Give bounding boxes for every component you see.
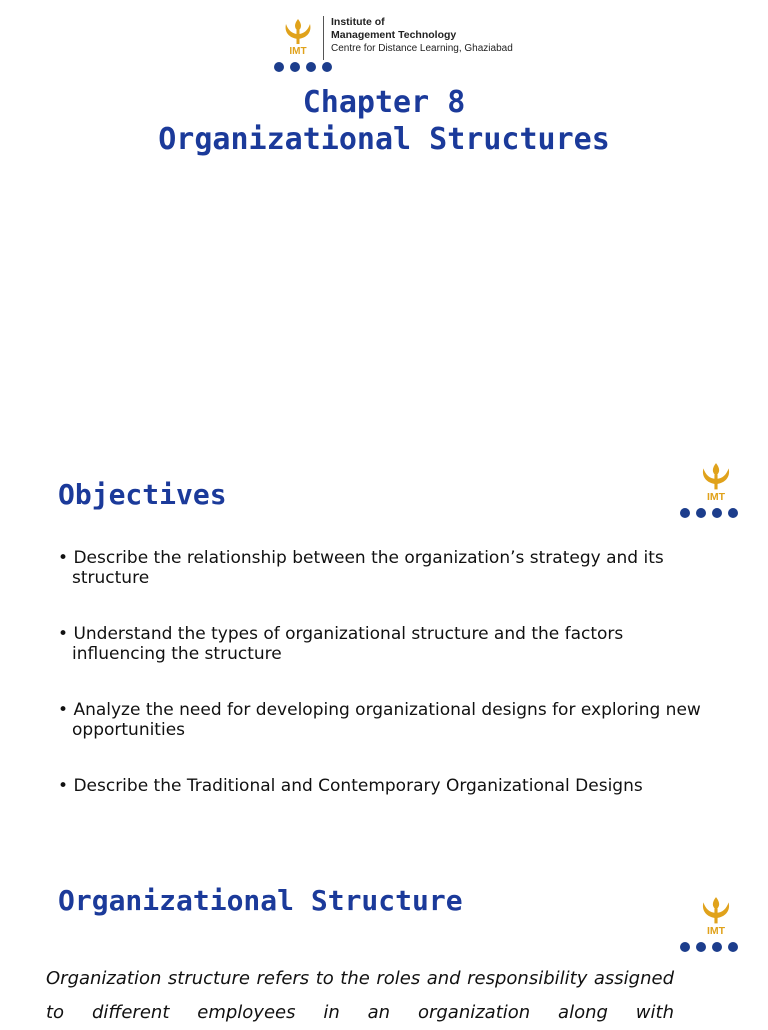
imt-emblem-icon (280, 16, 316, 56)
emblem-text: IMT (706, 490, 726, 502)
logo-dots (680, 508, 738, 518)
objective-item: • Analyze the need for developing organizational designs for exploring new opportunities (58, 700, 718, 740)
logo-dots (274, 62, 332, 72)
dot (728, 942, 738, 952)
dot (712, 508, 722, 518)
imt-logo (274, 12, 514, 74)
emblem-text: IMT (706, 924, 726, 936)
dot (680, 942, 690, 952)
dot (712, 942, 722, 952)
dot (696, 942, 706, 952)
institute-name (331, 16, 513, 55)
institute-line-2: Management Technology (331, 29, 457, 41)
structure-heading: Organizational Structure (58, 884, 463, 917)
chapter-title: Organizational Structures (158, 122, 610, 157)
dot (680, 508, 690, 518)
imt-side-logo (680, 460, 752, 522)
logo-divider (323, 16, 324, 60)
objectives-list (58, 548, 718, 832)
emblem-text: IMT (289, 46, 307, 56)
imt-emblem-icon (696, 460, 736, 502)
dot (306, 62, 316, 72)
dot (274, 62, 284, 72)
chapter-number: Chapter 8 (302, 85, 466, 120)
institute-line-3: Centre for Distance Learning, Ghaziabad (331, 43, 513, 54)
title-slide (0, 0, 768, 440)
objective-item: • Describe the relationship between the organization’s strategy and its structure (58, 548, 718, 588)
objectives-heading: Objectives (58, 478, 227, 511)
logo-dots (680, 942, 738, 952)
dot (728, 508, 738, 518)
dot (322, 62, 332, 72)
imt-side-logo (680, 894, 752, 956)
dot (696, 508, 706, 518)
institute-line-1: Institute of (331, 16, 385, 28)
dot (290, 62, 300, 72)
objective-item: • Understand the types of organizational structure and the factors influencing the structure (58, 624, 718, 664)
imt-emblem-icon (696, 894, 736, 936)
structure-definition: Organization structure refers to the roles and responsibility assigned to different employees in an organization along with (46, 968, 674, 1023)
objective-item: • Describe the Traditional and Contemporary Organizational Designs (58, 776, 718, 796)
